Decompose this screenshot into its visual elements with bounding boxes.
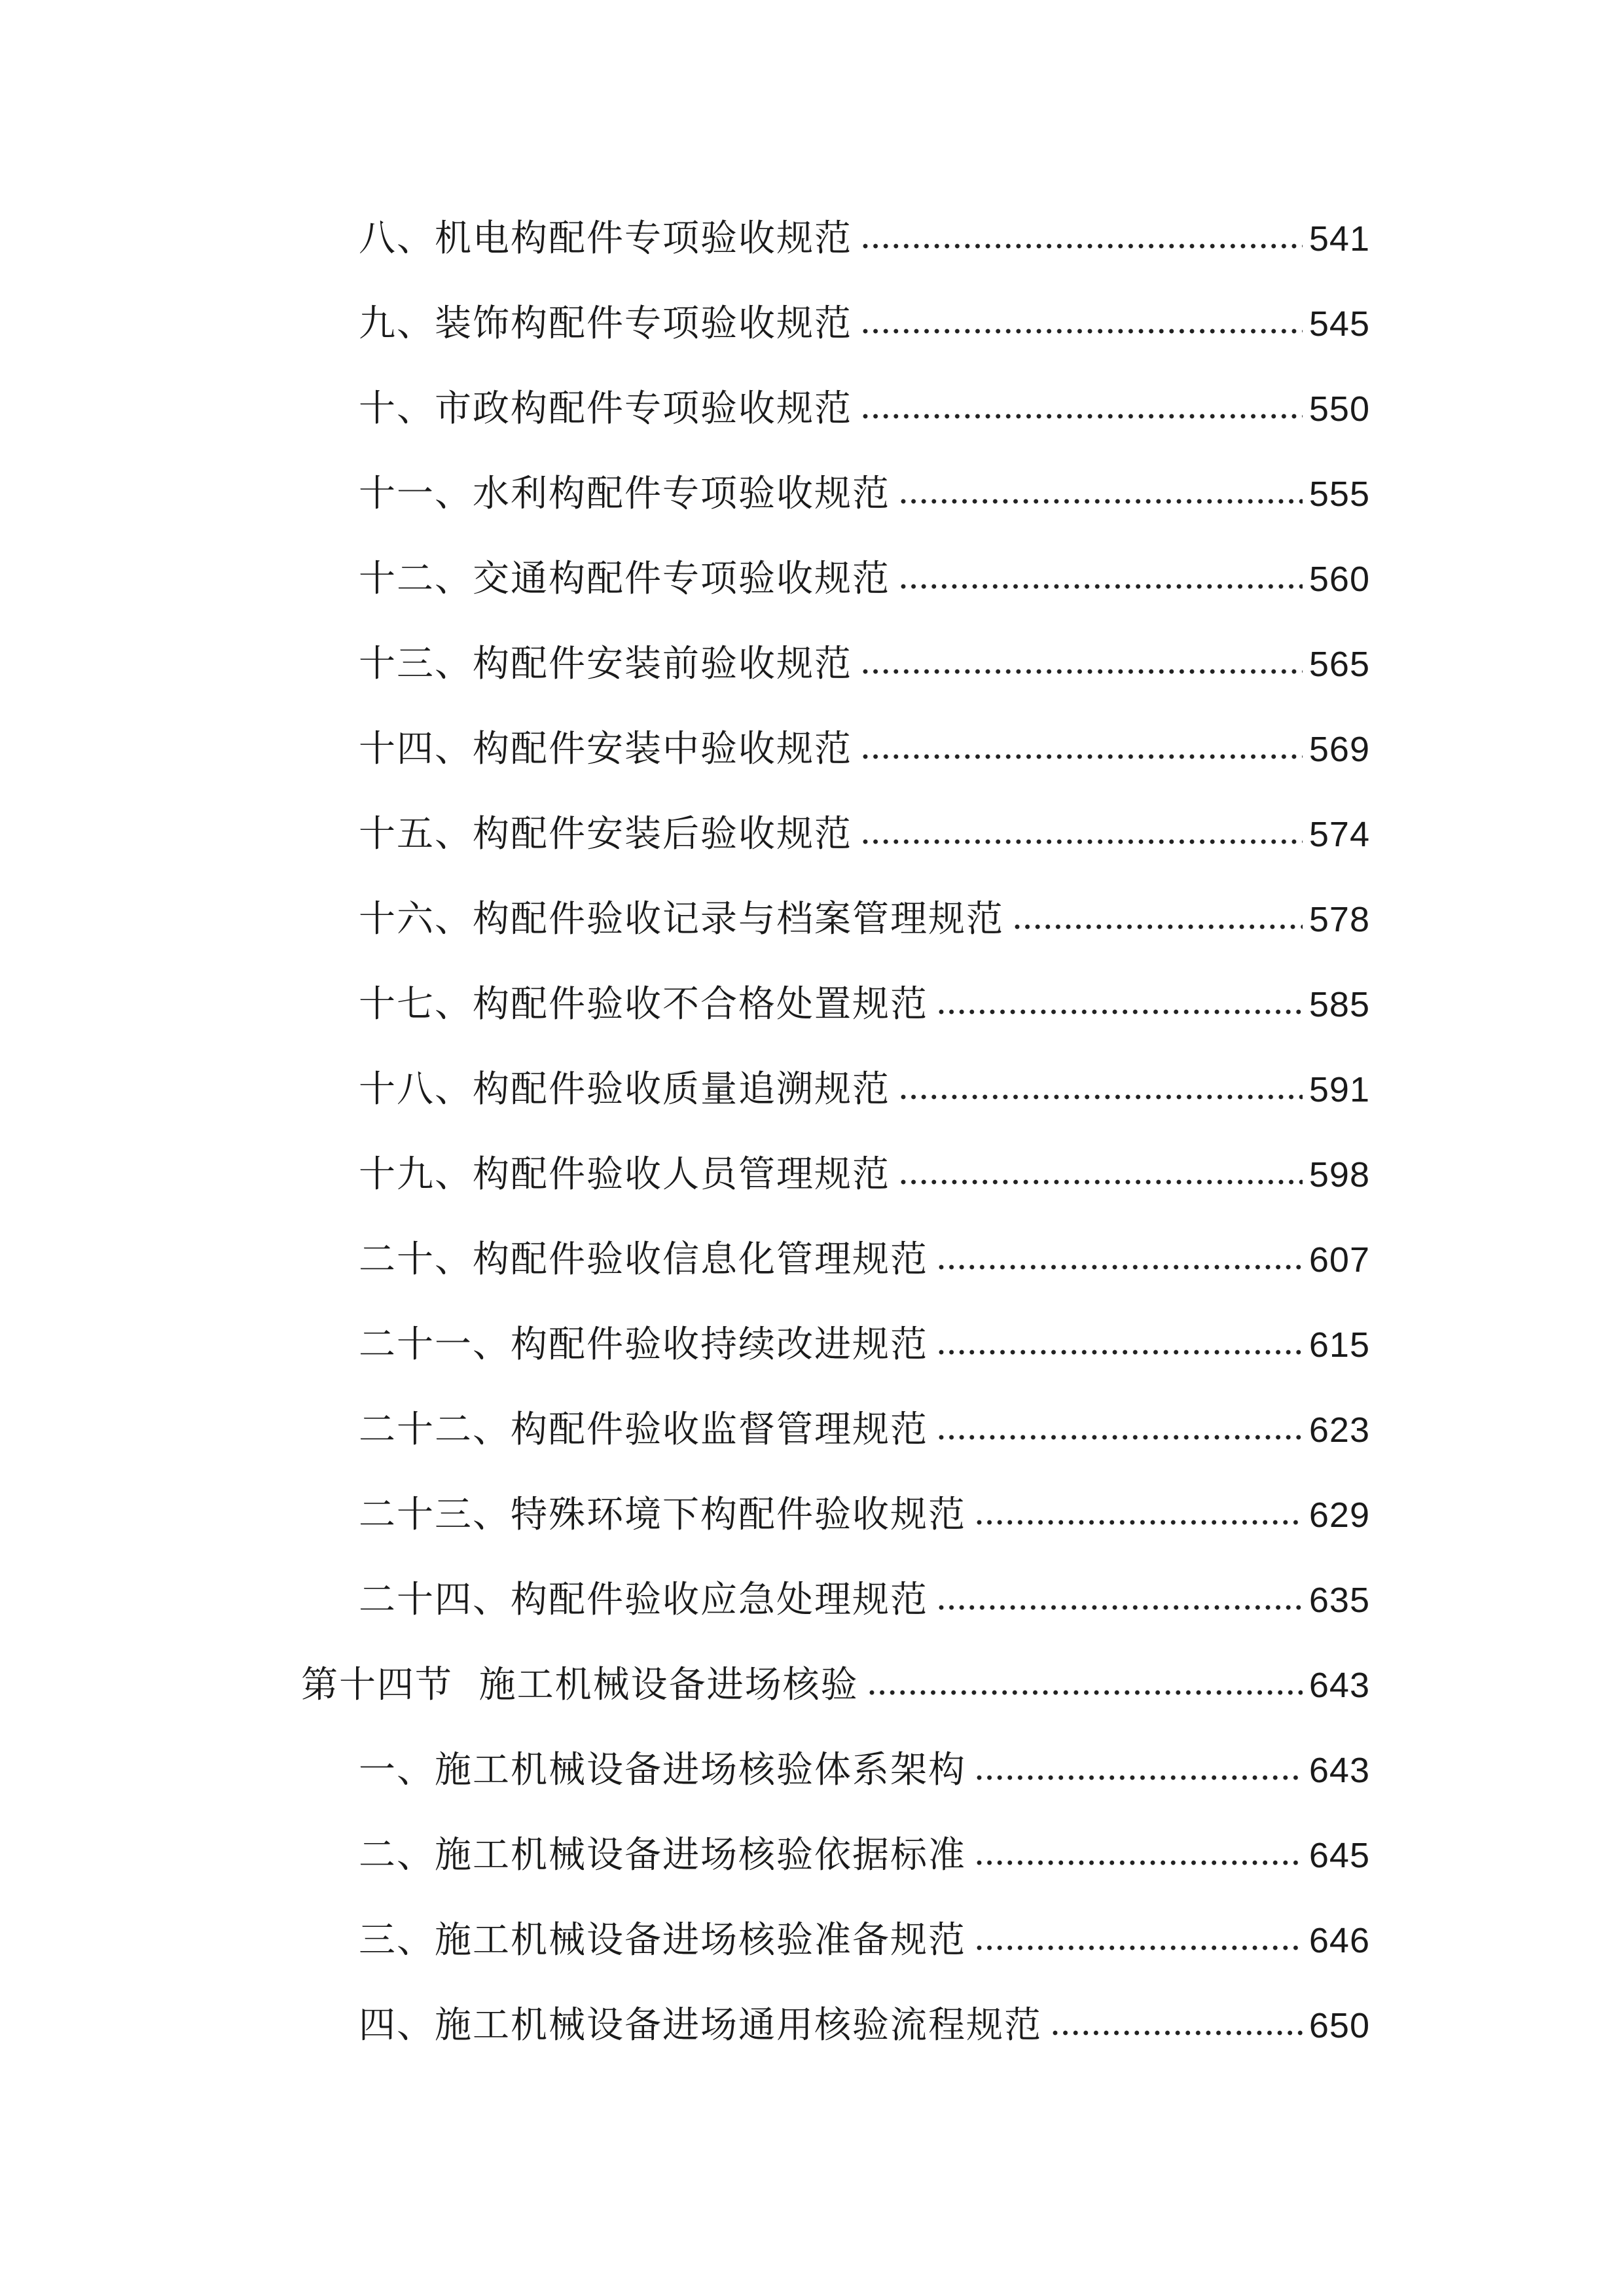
toc-entry-title: 四、施工机械设备进场通用核验流程规范 bbox=[359, 2004, 1042, 2047]
dot-leader bbox=[1053, 2030, 1303, 2036]
toc-entry[interactable] bbox=[0, 877, 1624, 962]
toc-entry-page: 598 bbox=[1308, 1155, 1370, 1194]
toc-entry-title: 九、装饰构配件专项验收规范 bbox=[359, 302, 852, 345]
toc-entry[interactable] bbox=[0, 792, 1624, 877]
dot-leader bbox=[977, 1774, 1303, 1781]
toc-section-title: 第十四节 施工机械设备进场核验 bbox=[301, 1664, 859, 1706]
dot-leader bbox=[1015, 924, 1303, 930]
dot-leader bbox=[939, 1434, 1303, 1441]
toc-entry-title: 十、市政构配件专项验收规范 bbox=[359, 387, 852, 430]
toc-entry-page: 645 bbox=[1308, 1836, 1370, 1875]
toc-entry[interactable] bbox=[0, 1217, 1624, 1302]
dot-leader bbox=[939, 1264, 1303, 1270]
toc-entry-page: 623 bbox=[1308, 1410, 1370, 1450]
dot-leader bbox=[977, 1519, 1303, 1526]
toc-entry-title: 八、机电构配件专项验收规范 bbox=[359, 217, 852, 260]
toc-entry[interactable] bbox=[0, 1983, 1624, 2068]
dot-leader bbox=[901, 498, 1303, 505]
toc-entry-page: 615 bbox=[1308, 1325, 1370, 1365]
toc-entry[interactable] bbox=[0, 1558, 1624, 1643]
toc-entry-title: 十六、构配件验收记录与档案管理规范 bbox=[359, 898, 1004, 941]
toc-entry[interactable] bbox=[0, 1388, 1624, 1473]
toc-entry[interactable] bbox=[0, 1728, 1624, 1813]
toc-entry-page: 574 bbox=[1308, 815, 1370, 854]
toc-entry-page: 541 bbox=[1308, 219, 1370, 259]
toc-entry-title: 二、施工机械设备进场核验依据标准 bbox=[359, 1834, 966, 1876]
toc-entry-title: 二十三、特殊环境下构配件验收规范 bbox=[359, 1494, 966, 1536]
toc-entry-title: 三、施工机械设备进场核验准备规范 bbox=[359, 1919, 966, 1962]
toc-entry[interactable] bbox=[0, 1302, 1624, 1388]
toc-entry-page: 635 bbox=[1308, 1581, 1370, 1620]
toc-entry[interactable] bbox=[0, 452, 1624, 537]
toc-entry-page: 646 bbox=[1308, 1921, 1370, 1960]
dot-leader bbox=[901, 583, 1303, 590]
toc-entry-title: 十五、构配件安装后验收规范 bbox=[359, 813, 852, 855]
toc-entry-page: 585 bbox=[1308, 985, 1370, 1024]
toc-entry-page: 565 bbox=[1308, 645, 1370, 684]
toc-entry-title: 二十一、构配件验收持续改进规范 bbox=[359, 1323, 928, 1366]
toc-entry-page: 569 bbox=[1308, 730, 1370, 769]
toc-entry-page: 555 bbox=[1308, 475, 1370, 514]
dot-leader bbox=[863, 668, 1303, 675]
toc-entry[interactable] bbox=[0, 962, 1624, 1047]
dot-leader bbox=[863, 838, 1303, 845]
toc-entry-title: 十八、构配件验收质量追溯规范 bbox=[359, 1068, 890, 1111]
toc-entry-title: 十一、水利构配件专项验收规范 bbox=[359, 473, 890, 515]
toc-entry-page: 560 bbox=[1308, 560, 1370, 599]
toc-entry-title: 十三、构配件安装前验收规范 bbox=[359, 643, 852, 685]
dot-leader bbox=[977, 1945, 1303, 1951]
toc-entry[interactable] bbox=[0, 1473, 1624, 1558]
toc-entry-page: 629 bbox=[1308, 1496, 1370, 1535]
dot-leader bbox=[939, 1009, 1303, 1015]
toc-entry[interactable] bbox=[0, 281, 1624, 367]
toc-entry-page: 650 bbox=[1308, 2006, 1370, 2045]
dot-leader bbox=[939, 1349, 1303, 1355]
toc-entry-title: 二十二、构配件验收监督管理规范 bbox=[359, 1408, 928, 1451]
dot-leader bbox=[939, 1604, 1303, 1611]
toc-entry-title: 十四、构配件安装中验收规范 bbox=[359, 728, 852, 770]
toc-entry-page: 607 bbox=[1308, 1240, 1370, 1280]
dot-leader bbox=[901, 1179, 1303, 1185]
toc-entry[interactable] bbox=[0, 196, 1624, 281]
toc-entry[interactable] bbox=[0, 1813, 1624, 1898]
dot-leader bbox=[977, 1859, 1303, 1866]
toc-entry-page: 578 bbox=[1308, 900, 1370, 939]
toc-entry[interactable] bbox=[0, 367, 1624, 452]
toc-entry-page: 550 bbox=[1308, 389, 1370, 429]
toc-entry-title: 二十、构配件验收信息化管理规范 bbox=[359, 1238, 928, 1281]
dot-leader bbox=[901, 1094, 1303, 1100]
toc-entry[interactable] bbox=[0, 622, 1624, 707]
dot-leader bbox=[869, 1689, 1303, 1696]
dot-leader bbox=[863, 753, 1303, 760]
toc-entry[interactable] bbox=[0, 1898, 1624, 1983]
toc-entry[interactable] bbox=[0, 1132, 1624, 1217]
toc-entry-page: 591 bbox=[1308, 1070, 1370, 1109]
toc-entry[interactable] bbox=[0, 1047, 1624, 1132]
toc-entry[interactable] bbox=[0, 537, 1624, 622]
toc-entry-title: 十九、构配件验收人员管理规范 bbox=[359, 1153, 890, 1196]
dot-leader bbox=[863, 413, 1303, 420]
dot-leader bbox=[863, 328, 1303, 334]
toc-section-entry[interactable] bbox=[0, 1643, 1624, 1728]
toc-entry-title: 十七、构配件验收不合格处置规范 bbox=[359, 983, 928, 1026]
toc-entry-title: 一、施工机械设备进场核验体系架构 bbox=[359, 1749, 966, 1791]
toc-entry[interactable] bbox=[0, 707, 1624, 792]
toc-entry-page: 643 bbox=[1308, 1666, 1370, 1705]
toc-entry-title: 十二、交通构配件专项验收规范 bbox=[359, 558, 890, 600]
dot-leader bbox=[863, 243, 1303, 249]
toc-entry-page: 643 bbox=[1308, 1751, 1370, 1790]
toc-entry-title: 二十四、构配件验收应急处理规范 bbox=[359, 1579, 928, 1621]
toc-entry-page: 545 bbox=[1308, 304, 1370, 344]
